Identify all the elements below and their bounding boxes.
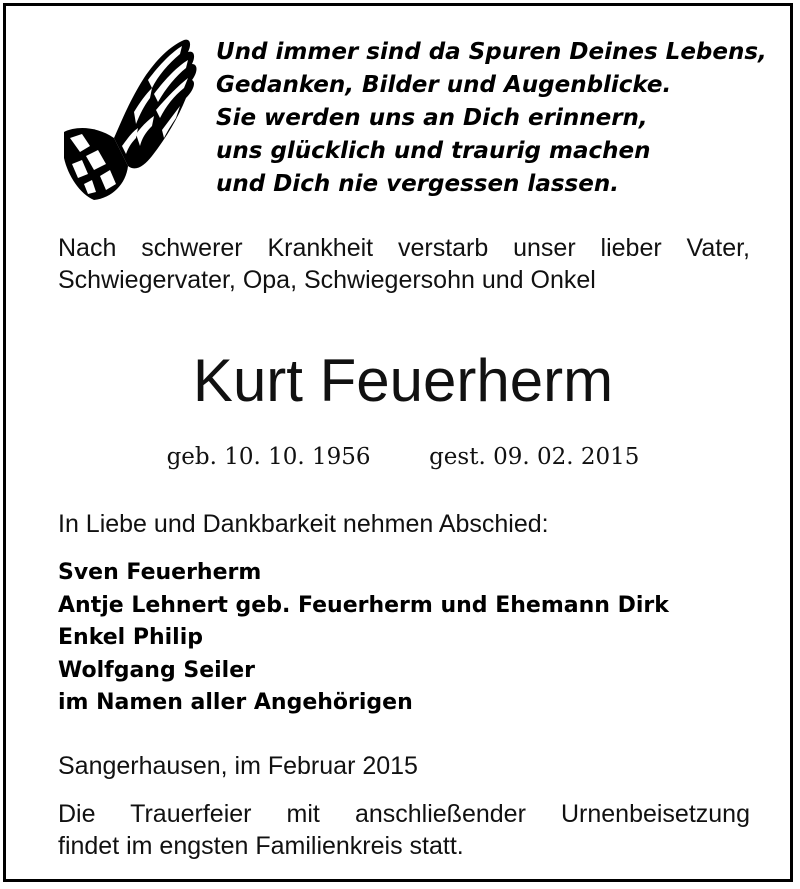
birth-date: geb. 10. 10. 1956 — [166, 444, 371, 470]
poem-line: uns glücklich und traurig machen — [216, 138, 651, 164]
death-date: gest. 09. 02. 2015 — [429, 444, 640, 470]
poem-line: Gedanken, Bilder und Augenblicke. — [216, 72, 672, 98]
poem-line: Sie werden uns an Dich erinnern, — [216, 105, 648, 131]
intro-line: Nach schwerer Krankheit verstarb unser lieber Vater, — [58, 234, 750, 262]
deceased-name: Kurt Feuerherm — [192, 347, 614, 414]
mourner-name: Wolfgang Seiler — [58, 657, 255, 683]
service-line: Die Trauerfeier mit anschließender Urnenbeisetzung — [58, 800, 750, 828]
mourner-name: Enkel Philip — [58, 625, 204, 650]
mourners-list — [58, 557, 758, 720]
mourner-name: Antje Lehnert geb. Feuerherm und Ehemann Dirk — [58, 592, 669, 618]
poem-line: und Dich nie vergessen lassen. — [216, 171, 619, 197]
funeral-service-note — [58, 798, 750, 862]
mourner-name: im Namen aller Angehörigen — [58, 690, 413, 715]
poem-verse — [216, 36, 776, 201]
place-date: Sangerhausen, im Februar 2015 — [58, 752, 418, 780]
praying-hands-icon — [56, 34, 206, 204]
obituary-frame — [3, 3, 793, 882]
life-dates — [6, 442, 800, 472]
service-line: findet im engsten Familienkreis statt. — [58, 832, 464, 860]
death-announcement-intro — [58, 232, 750, 296]
intro-line: Schwiegervater, Opa, Schwiegersohn und Onkel — [58, 266, 596, 294]
poem-line: Und immer sind da Spuren Deines Lebens, — [216, 39, 767, 65]
farewell-text: In Liebe und Dankbarkeit nehmen Abschied: — [58, 510, 549, 538]
mourner-name: Sven Feuerherm — [58, 560, 262, 585]
